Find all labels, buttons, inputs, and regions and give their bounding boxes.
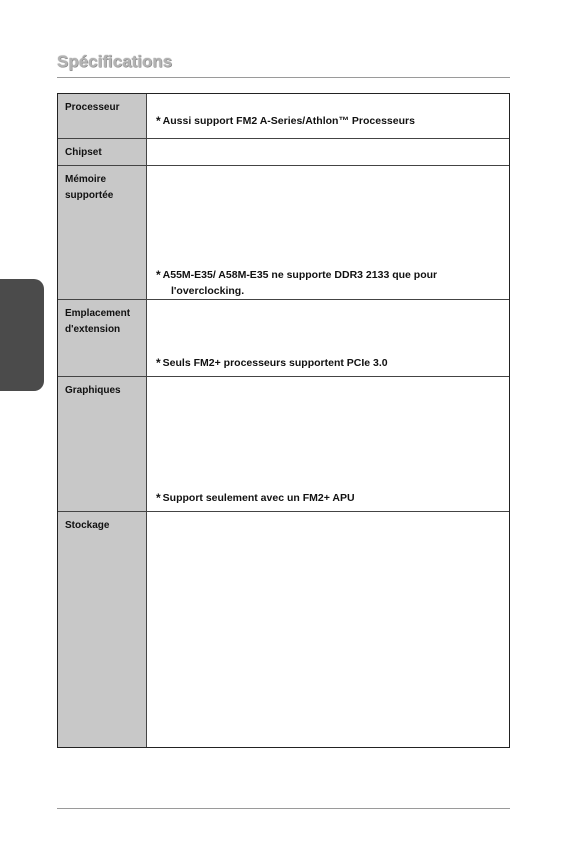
- page-title: Spécifications: [57, 52, 173, 71]
- spec-row-emplacement: [58, 300, 509, 377]
- spec-row-stockage: [58, 512, 509, 747]
- spec-value: [147, 94, 509, 138]
- spec-value: [147, 377, 509, 511]
- spec-table: [57, 93, 510, 748]
- spec-label: Mémoire supportée: [58, 166, 147, 299]
- footnote: * Aussi support FM2 A-Series/Athlon™ Processeurs: [156, 114, 415, 128]
- spec-label: Stockage: [58, 512, 147, 747]
- spec-label: Processeur: [58, 94, 147, 138]
- section-tab: [0, 279, 44, 391]
- spec-row-graphiques: [58, 377, 509, 512]
- footnote: * A55M-E35/ A58M-E35 ne supporte DDR3 2133 que pour l'overclocking.: [156, 268, 438, 297]
- title-divider: [57, 77, 510, 78]
- footer-divider: [57, 808, 510, 809]
- spec-value: [147, 512, 509, 747]
- spec-label: Chipset: [58, 139, 147, 165]
- spec-value: [147, 166, 509, 299]
- spec-row-processeur: [58, 94, 509, 139]
- spec-value: [147, 139, 509, 165]
- spec-row-memoire: [58, 166, 509, 300]
- footnote: * Support seulement avec un FM2+ APU: [156, 491, 355, 505]
- spec-label: Emplacement d'extension: [58, 300, 147, 376]
- spec-value: [147, 300, 509, 376]
- spec-label: Graphiques: [58, 377, 147, 511]
- footnote: * Seuls FM2+ processeurs supportent PCIe 3.0: [156, 356, 388, 370]
- spec-row-chipset: [58, 139, 509, 166]
